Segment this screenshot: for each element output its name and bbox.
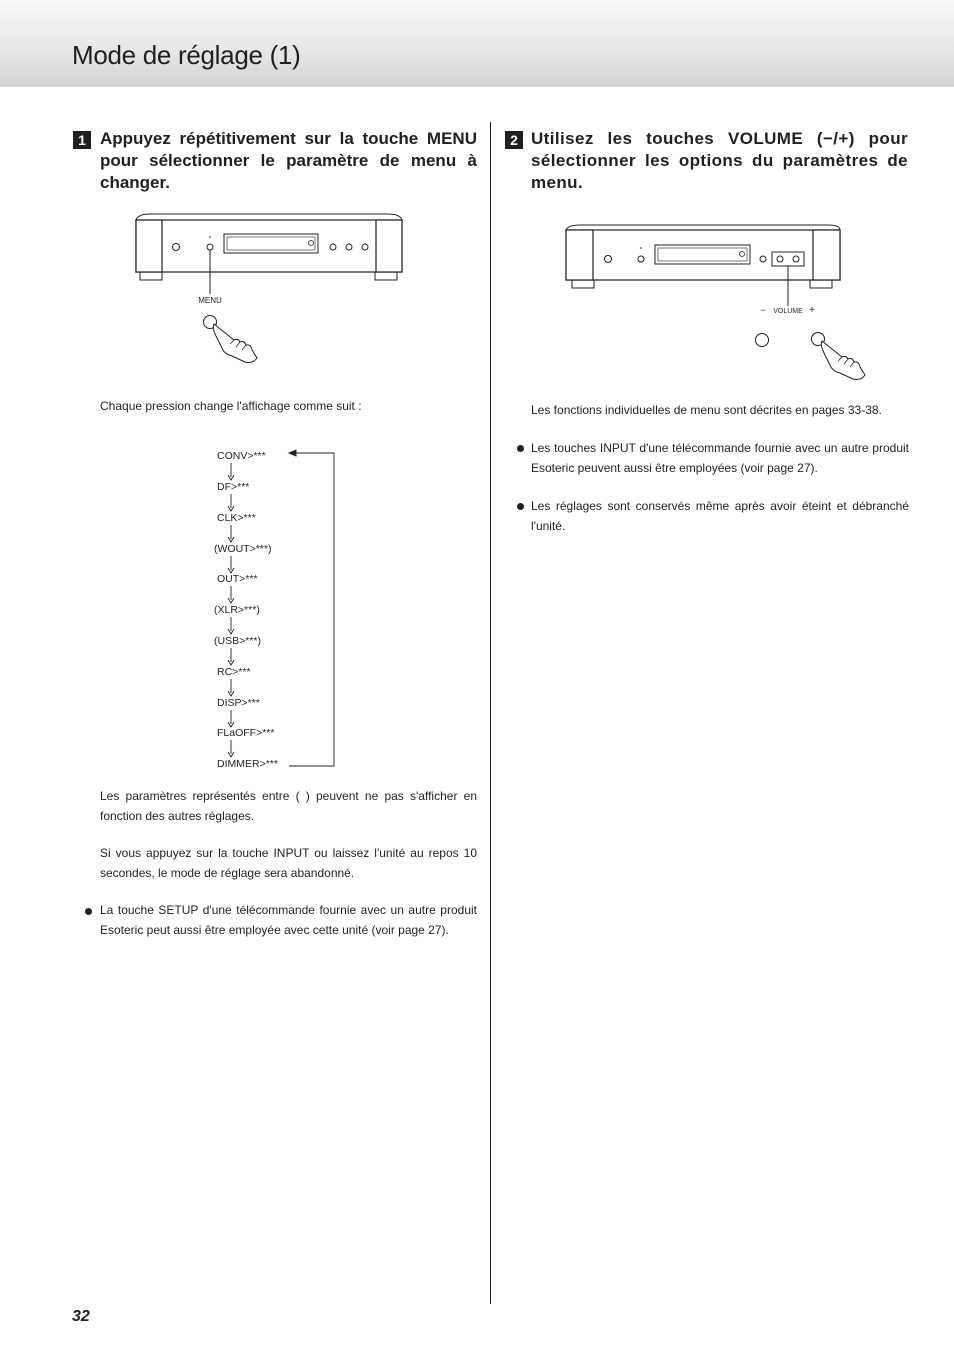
volume-plus-label: + xyxy=(809,305,815,316)
step-1-para-2: Si vous appuyez sur la touche INPUT ou laissez l'unité au repos 10 secondes, le mode de réglage sera abandonné. xyxy=(100,846,477,880)
page-header xyxy=(0,0,954,87)
step-1-heading: Appuyez répétitivement sur la touche MENU pour sélectionner le paramètre de menu à changer. xyxy=(100,129,477,192)
flow-item: CLK>*** xyxy=(217,512,256,524)
menu-button-label: MENU xyxy=(198,296,222,305)
bullet-icon xyxy=(517,445,524,452)
step-1-intro: Chaque pression change l'affichage comme suit : xyxy=(100,399,362,413)
step-1-number: 1 xyxy=(73,131,91,149)
flow-item: FLaOFF>*** xyxy=(217,727,275,739)
step-2-intro: Les fonctions individuelles de menu sont décrites en pages 33-38. xyxy=(531,403,882,417)
flow-item: DF>*** xyxy=(217,481,250,493)
flow-item: OUT>*** xyxy=(217,573,258,585)
step-2-number: 2 xyxy=(505,131,523,149)
flow-item: DISP>*** xyxy=(217,697,260,709)
flow-loop-line xyxy=(289,453,334,766)
step-2-bullet-1: Les touches INPUT d'une télécommande fournie avec un autre produit Esoteric peuvent aussi être employées (voir page 27). xyxy=(531,441,909,475)
flow-item: CONV>*** xyxy=(217,450,266,462)
flow-item: (XLR>***) xyxy=(214,604,260,616)
bullet-icon xyxy=(85,908,92,915)
page-number: 32 xyxy=(72,1308,90,1325)
flow-arrows xyxy=(200,440,350,780)
volume-minus-label: − xyxy=(760,305,766,315)
flow-item: RC>*** xyxy=(217,666,251,678)
flow-loop-arrow-head xyxy=(289,450,296,456)
step-2-heading: Utilisez les touches VOLUME (−/+) pour sélectionner les options du paramètres de menu. xyxy=(531,129,908,192)
device-illustration-menu xyxy=(130,210,415,365)
step-1-bullet-1: La touche SETUP d'une télécommande fournie avec un autre produit Esoteric peut aussi être employée avec cette unité (voir page 27). xyxy=(100,903,477,937)
step-1-para-1: Les paramètres représentés entre ( ) peuvent ne pas s'afficher en fonction des autres réglages. xyxy=(100,789,477,823)
flow-item: DIMMER>*** xyxy=(217,758,278,770)
device-illustration-volume xyxy=(560,222,870,382)
flow-item: (WOUT>***) xyxy=(214,543,272,555)
bullet-icon xyxy=(517,503,524,510)
column-divider xyxy=(490,122,491,1304)
step-2-bullet-2: Les réglages sont conservés même après avoir éteint et débranché l'unité. xyxy=(531,499,909,533)
flow-item: (USB>***) xyxy=(214,635,261,647)
page-title: Mode de réglage (1) xyxy=(72,40,301,70)
volume-label: VOLUME xyxy=(773,308,803,315)
